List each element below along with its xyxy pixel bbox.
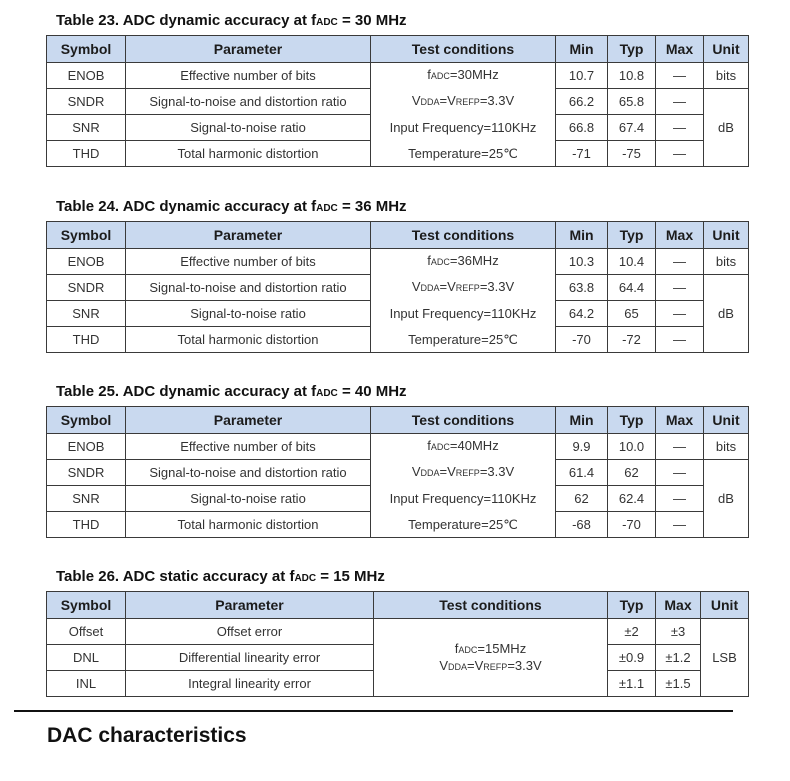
cell-typ: 65: [608, 301, 656, 327]
caption-subscript: ADC: [294, 573, 317, 584]
table-header-row: [47, 36, 749, 63]
table-row: [47, 301, 749, 327]
cell-unit: dB: [704, 89, 749, 167]
header-parameter: Parameter: [126, 592, 374, 619]
cell-typ: 62: [608, 460, 656, 486]
cond-text: f: [427, 438, 431, 454]
cell-max: —: [656, 512, 704, 538]
cell-parameter: Signal-to-noise ratio: [126, 486, 371, 512]
cond-text: V: [439, 657, 449, 673]
cond-subscript: REFP: [455, 468, 480, 478]
cell-parameter: Signal-to-noise and distortion ratio: [126, 460, 371, 486]
header-max: Max: [656, 36, 704, 63]
table-row: [47, 89, 749, 115]
cell-parameter: Differential linearity error: [126, 645, 374, 671]
cell-min: -68: [556, 512, 608, 538]
cell-unit: bits: [704, 63, 749, 89]
cell-parameter: Integral linearity error: [126, 671, 374, 697]
cell-min: 62: [556, 486, 608, 512]
cell-max: —: [656, 141, 704, 167]
cond-line: [374, 658, 607, 675]
cond-text: =3.3V: [479, 279, 515, 294]
cond-text: =V: [439, 464, 456, 479]
header-min: Min: [556, 222, 608, 249]
table-row: [47, 619, 749, 645]
cond-text: =15MHz: [477, 640, 527, 656]
cell-typ: 10.0: [608, 434, 656, 460]
cell-condition: [371, 275, 556, 301]
table-row: [47, 512, 749, 538]
cell-condition: [371, 249, 556, 275]
cond-text: V: [411, 93, 421, 108]
cell-parameter: Effective number of bits: [126, 63, 371, 89]
cond-text: f: [454, 640, 459, 656]
cell-symbol: ENOB: [47, 63, 126, 89]
cell-symbol: DNL: [47, 645, 126, 671]
table-24-caption: [56, 198, 407, 215]
cell-unit: bits: [704, 249, 749, 275]
cell-unit: LSB: [701, 619, 749, 697]
cell-typ: ±2: [608, 619, 656, 645]
cell-unit: bits: [704, 434, 749, 460]
cell-typ: 62.4: [608, 486, 656, 512]
header-parameter: Parameter: [126, 222, 371, 249]
table-header-row: [47, 592, 749, 619]
cell-typ: ±0.9: [608, 645, 656, 671]
caption-subscript: ADC: [316, 203, 338, 214]
header-max: Max: [656, 592, 701, 619]
cell-max: —: [656, 327, 704, 353]
header-test-conditions: Test conditions: [371, 36, 556, 63]
header-min: Min: [556, 407, 608, 434]
cell-max: —: [656, 63, 704, 89]
cond-text: =3.3V: [507, 657, 542, 673]
cell-min: 66.2: [556, 89, 608, 115]
cell-symbol: Offset: [47, 619, 126, 645]
cell-parameter: Effective number of bits: [126, 434, 371, 460]
table-row: [47, 115, 749, 141]
cell-condition: [371, 460, 556, 486]
table-row: [47, 141, 749, 167]
table-row: [47, 460, 749, 486]
cond-subscript: REFP: [483, 661, 508, 672]
cond-subscript: DDA: [448, 661, 468, 672]
cell-typ: 10.4: [608, 249, 656, 275]
caption-text: Table 25. ADC dynamic accuracy at f: [56, 383, 317, 400]
cell-min: 9.9: [556, 434, 608, 460]
cell-condition: [371, 63, 556, 89]
cell-parameter: Total harmonic distortion: [126, 327, 371, 353]
cell-max: —: [656, 89, 704, 115]
cell-parameter: Signal-to-noise and distortion ratio: [126, 89, 371, 115]
header-test-conditions: Test conditions: [374, 592, 608, 619]
table-row: [47, 63, 749, 89]
table-23: [46, 35, 749, 167]
cell-max: —: [656, 115, 704, 141]
caption-subscript: ADC: [316, 17, 338, 28]
header-typ: Typ: [608, 592, 656, 619]
cell-symbol: SNDR: [47, 460, 126, 486]
table-26-caption: [56, 568, 385, 585]
cell-symbol: ENOB: [47, 249, 126, 275]
cond-text: =40MHz: [449, 438, 499, 454]
header-typ: Typ: [608, 407, 656, 434]
caption-text: = 40 MHz: [337, 383, 407, 400]
cell-max: —: [656, 275, 704, 301]
cond-text: =36MHz: [449, 253, 499, 269]
cond-text: =V: [467, 657, 484, 673]
header-unit: Unit: [701, 592, 749, 619]
section-title: DAC characteristics: [47, 724, 247, 747]
table-24: [46, 221, 749, 353]
cell-symbol: INL: [47, 671, 126, 697]
cell-parameter: Total harmonic distortion: [126, 141, 371, 167]
cell-symbol: THD: [47, 327, 126, 353]
cell-condition: Input Frequency=110KHz: [371, 301, 556, 327]
cond-text: f: [427, 253, 431, 269]
table-23-caption: [56, 12, 407, 29]
cell-condition: Input Frequency=110KHz: [371, 115, 556, 141]
cond-text: =V: [439, 93, 456, 108]
cell-parameter: Signal-to-noise ratio: [126, 115, 371, 141]
header-max: Max: [656, 222, 704, 249]
cell-typ: 10.8: [608, 63, 656, 89]
section-divider: [14, 710, 733, 712]
caption-text: Table 23. ADC dynamic accuracy at f: [56, 12, 317, 29]
table-row: [47, 327, 749, 353]
caption-subscript: ADC: [316, 388, 338, 399]
cell-typ: -70: [608, 512, 656, 538]
cell-condition: Temperature=25℃: [371, 327, 556, 353]
cell-min: 66.8: [556, 115, 608, 141]
caption-text: = 30 MHz: [337, 12, 407, 29]
cond-line: [374, 641, 607, 658]
cell-condition: Temperature=25℃: [371, 141, 556, 167]
header-symbol: Symbol: [47, 36, 126, 63]
cell-max: ±1.5: [656, 671, 701, 697]
cond-subscript: DDA: [420, 468, 440, 478]
cell-symbol: THD: [47, 141, 126, 167]
cell-typ: 67.4: [608, 115, 656, 141]
cell-max: —: [656, 486, 704, 512]
cell-unit: dB: [704, 275, 749, 353]
cell-condition: Input Frequency=110KHz: [371, 486, 556, 512]
cond-text: V: [411, 464, 421, 479]
cell-max: —: [656, 460, 704, 486]
caption-text: Table 24. ADC dynamic accuracy at f: [56, 198, 317, 215]
caption-text: = 15 MHz: [316, 568, 385, 585]
cell-parameter: Effective number of bits: [126, 249, 371, 275]
cell-symbol: THD: [47, 512, 126, 538]
cell-min: 63.8: [556, 275, 608, 301]
cell-parameter: Signal-to-noise and distortion ratio: [126, 275, 371, 301]
cond-subscript: ADC: [430, 257, 450, 268]
header-typ: Typ: [608, 222, 656, 249]
cond-subscript: ADC: [430, 71, 450, 82]
header-symbol: Symbol: [47, 222, 126, 249]
table-row: [47, 249, 749, 275]
cell-symbol: SNR: [47, 301, 126, 327]
cell-symbol: SNR: [47, 486, 126, 512]
header-symbol: Symbol: [47, 407, 126, 434]
cell-symbol: ENOB: [47, 434, 126, 460]
cell-typ: 65.8: [608, 89, 656, 115]
table-25-caption: [56, 383, 407, 400]
cell-min: 61.4: [556, 460, 608, 486]
cond-text: V: [411, 279, 421, 294]
cell-condition: [371, 434, 556, 460]
cell-symbol: SNDR: [47, 275, 126, 301]
header-typ: Typ: [608, 36, 656, 63]
table-header-row: [47, 407, 749, 434]
cell-typ: -72: [608, 327, 656, 353]
cell-condition: [371, 89, 556, 115]
cell-typ: 64.4: [608, 275, 656, 301]
header-parameter: Parameter: [126, 36, 371, 63]
cell-parameter: Signal-to-noise ratio: [126, 301, 371, 327]
cond-text: =V: [439, 279, 456, 294]
table-row: [47, 275, 749, 301]
cond-subscript: REFP: [455, 283, 480, 293]
cond-text: f: [427, 67, 431, 83]
cond-subscript: REFP: [455, 97, 480, 107]
cell-min: 10.7: [556, 63, 608, 89]
cell-parameter: Offset error: [126, 619, 374, 645]
caption-text: Table 26. ADC static accuracy at f: [56, 568, 295, 585]
cell-parameter: Total harmonic distortion: [126, 512, 371, 538]
cell-symbol: SNDR: [47, 89, 126, 115]
cell-typ: -75: [608, 141, 656, 167]
header-parameter: Parameter: [126, 407, 371, 434]
cond-subscript: DDA: [420, 283, 440, 293]
cond-subscript: ADC: [430, 442, 450, 453]
header-symbol: Symbol: [47, 592, 126, 619]
cond-text: =3.3V: [479, 93, 515, 108]
cond-text: =3.3V: [479, 464, 515, 479]
header-min: Min: [556, 36, 608, 63]
cond-subscript: ADC: [458, 644, 478, 655]
header-unit: Unit: [704, 407, 749, 434]
cell-unit: dB: [704, 460, 749, 538]
cond-text: =30MHz: [449, 67, 499, 83]
cell-max: ±1.2: [656, 645, 701, 671]
caption-text: = 36 MHz: [337, 198, 407, 215]
cell-max: —: [656, 249, 704, 275]
table-header-row: [47, 222, 749, 249]
cell-min: 64.2: [556, 301, 608, 327]
cell-min: -71: [556, 141, 608, 167]
header-test-conditions: Test conditions: [371, 222, 556, 249]
cell-max: —: [656, 301, 704, 327]
cond-subscript: DDA: [420, 97, 440, 107]
cell-condition: Temperature=25℃: [371, 512, 556, 538]
cell-condition: [374, 619, 608, 697]
header-test-conditions: Test conditions: [371, 407, 556, 434]
header-max: Max: [656, 407, 704, 434]
header-unit: Unit: [704, 36, 749, 63]
table-row: [47, 434, 749, 460]
cell-symbol: SNR: [47, 115, 126, 141]
cell-min: 10.3: [556, 249, 608, 275]
table-26: [46, 591, 749, 697]
cell-max: ±3: [656, 619, 701, 645]
table-row: [47, 486, 749, 512]
cell-min: -70: [556, 327, 608, 353]
cell-typ: ±1.1: [608, 671, 656, 697]
header-unit: Unit: [704, 222, 749, 249]
table-25: [46, 406, 749, 538]
cell-max: —: [656, 434, 704, 460]
